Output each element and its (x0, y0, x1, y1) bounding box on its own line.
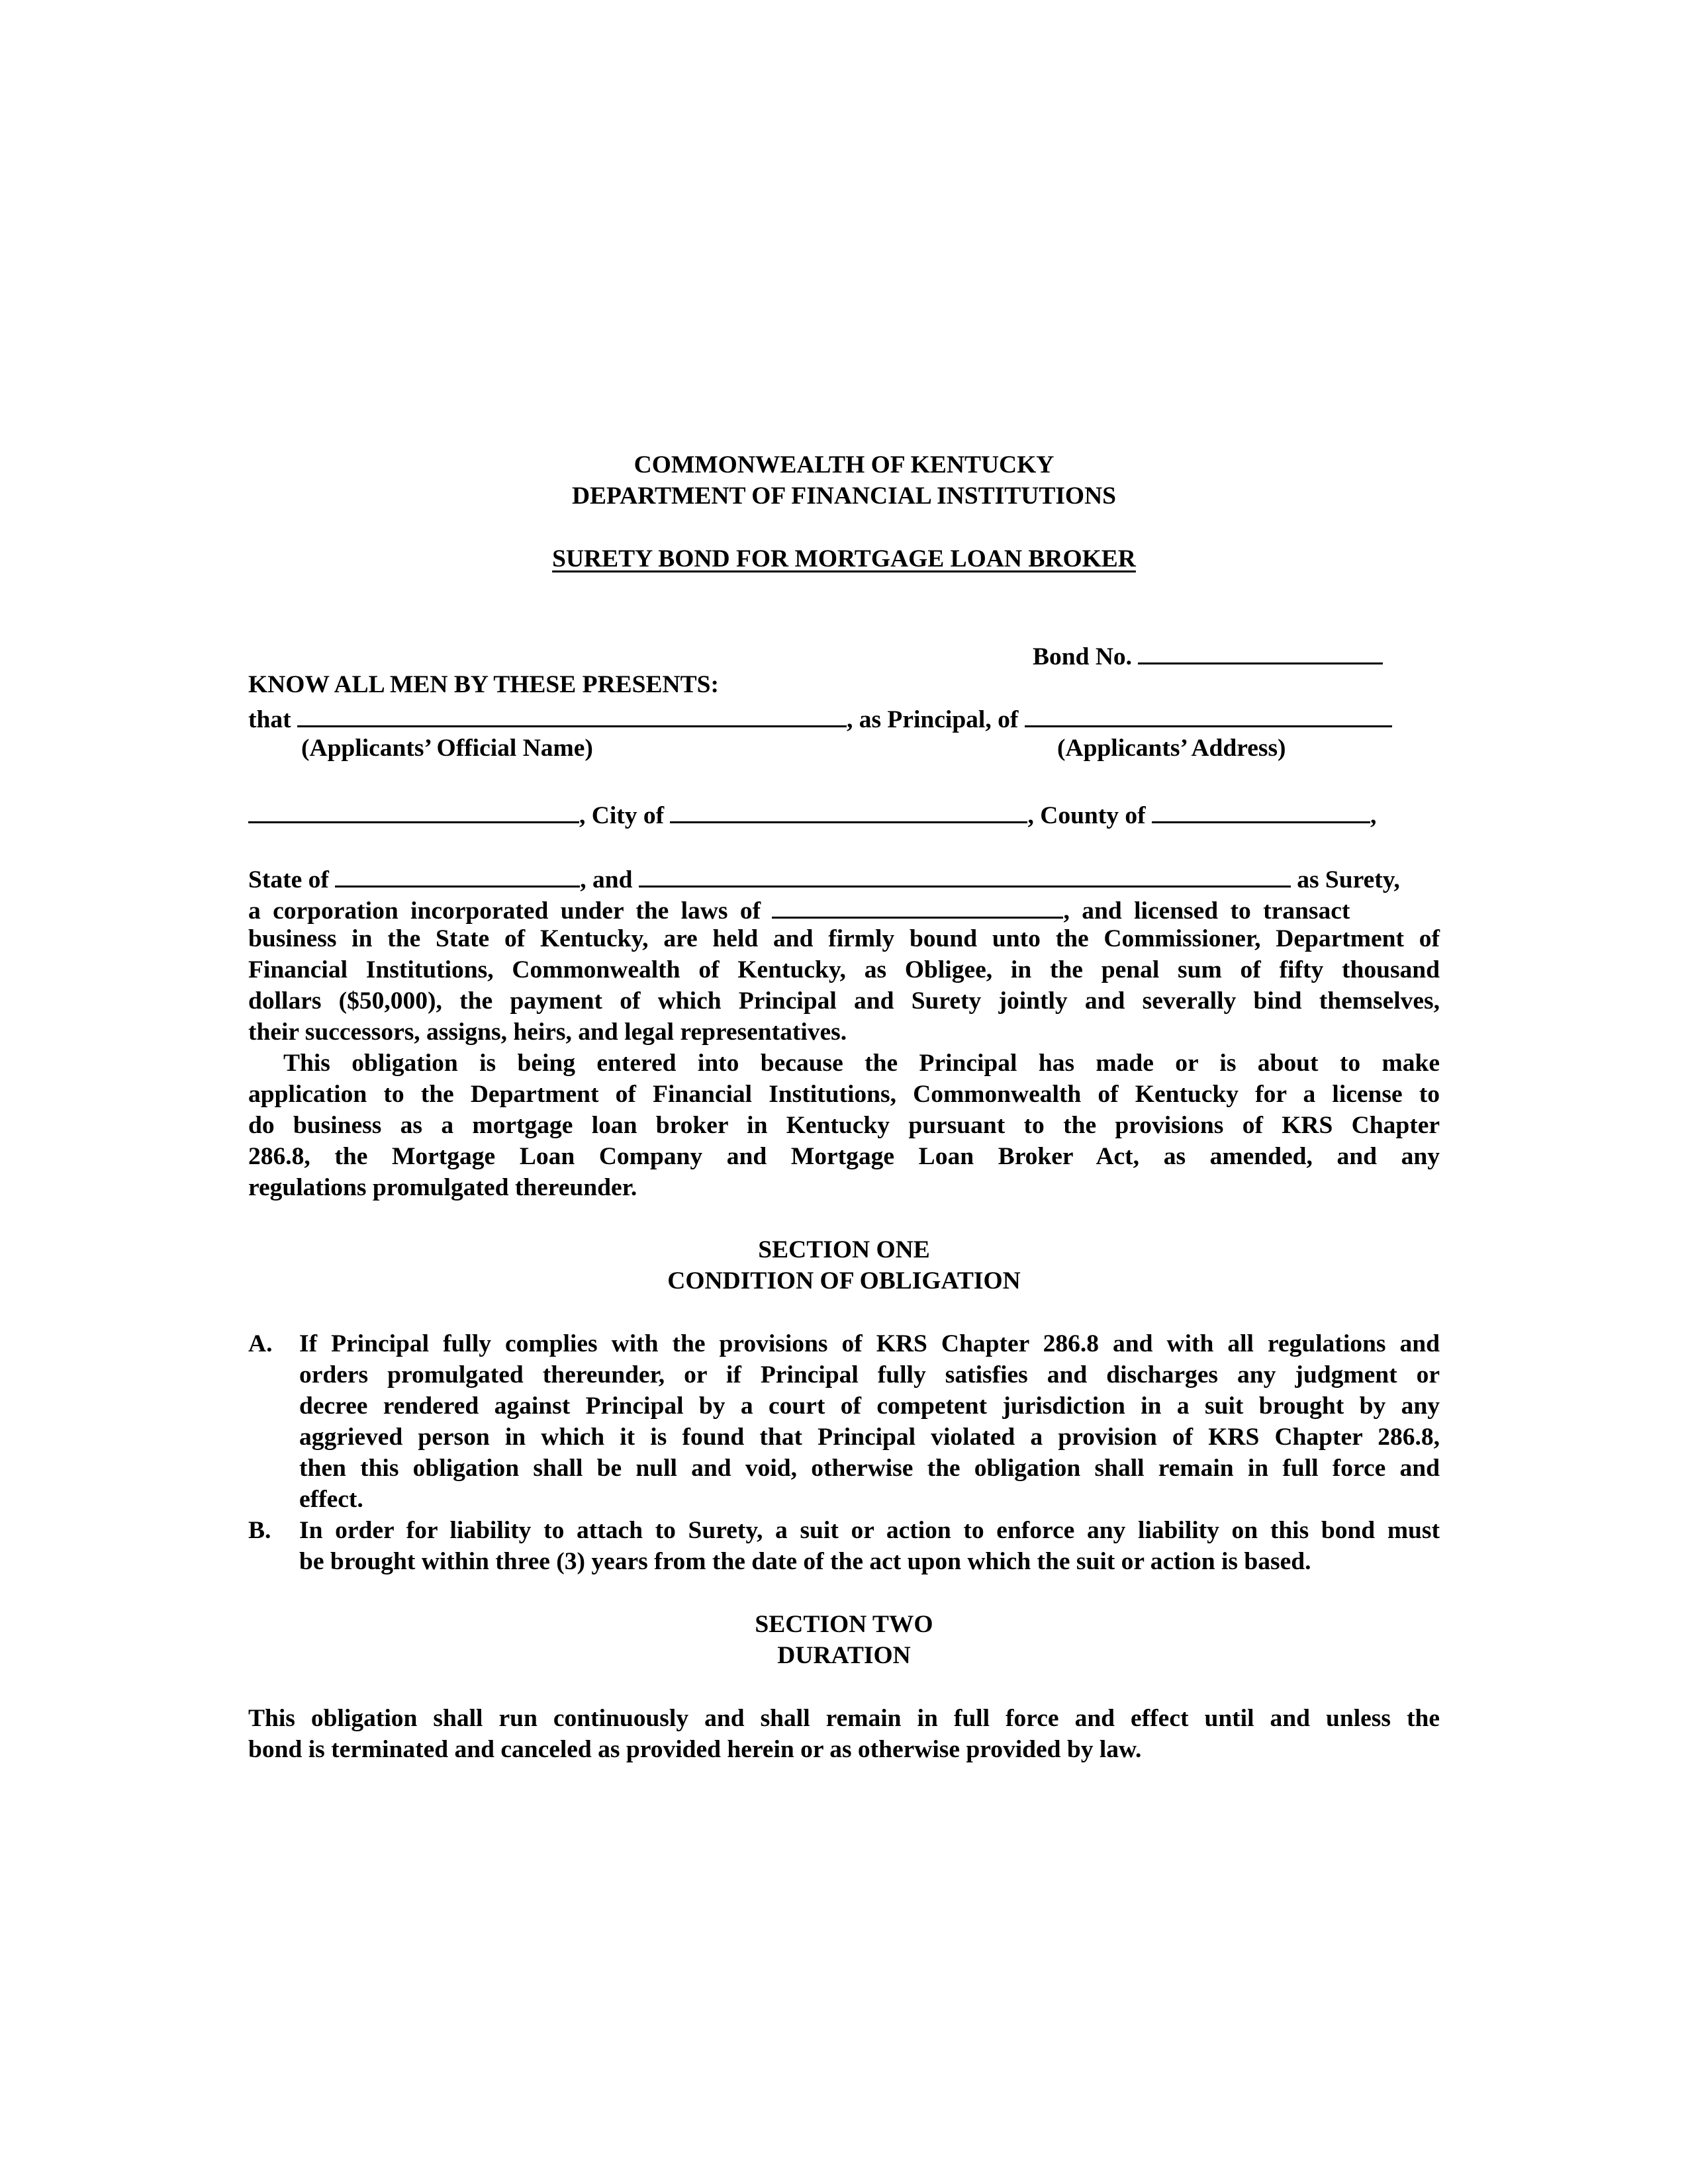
duration-line: This obligation shall run continuously and shall remain in full force and effect until and unless the (248, 1705, 1440, 1732)
as-principal-label: , as Principal, of (846, 706, 1019, 733)
paragraph-2-line: This obligation is being entered into because the Principal has made or is about to make (283, 1050, 1440, 1077)
clause-b-last-line: be brought within three (3) years from the date of the act upon which the suit or action is based. (299, 1548, 1311, 1575)
county-field[interactable] (1152, 797, 1370, 823)
page-title (0, 544, 1688, 574)
surety-name-field[interactable] (639, 862, 1291, 887)
clause-a-last-line: effect. (299, 1486, 363, 1513)
bond-number-row (1033, 639, 1403, 672)
state-of-label: State of (248, 866, 329, 893)
and-label: , and (580, 866, 633, 893)
section-two-heading: SECTION TWO (755, 1611, 933, 1638)
page-title-text: SURETY BOND FOR MORTGAGE LOAN BROKER (552, 545, 1136, 572)
section-two-subheading: DURATION (777, 1642, 911, 1669)
paragraph-1-line: business in the State of Kentucky, are held and firmly bound unto the Commissioner, Department of (248, 925, 1440, 952)
bond-no-label: Bond No. (1033, 643, 1133, 670)
city-county-row (248, 797, 1440, 831)
state-field[interactable] (335, 862, 580, 887)
applicant-name-field[interactable] (297, 702, 847, 727)
paragraph-2-line: 286.8, the Mortgage Loan Company and Mortgage Loan Broker Act, as amended, and any (248, 1143, 1440, 1170)
city-field[interactable] (670, 797, 1027, 823)
clause-a-line: aggrieved person in which it is found that Principal violated a provision of KRS Chapter 286.8, (299, 1424, 1440, 1451)
paragraph-2-line: application to the Department of Financial Institutions, Commonwealth of Kentucky for a license to (248, 1081, 1440, 1108)
applicant-address-caption: (Applicants’ Address) (1057, 735, 1286, 762)
know-all-men: KNOW ALL MEN BY THESE PRESENTS: (248, 671, 719, 698)
bond-no-field[interactable] (1138, 639, 1383, 664)
corporation-lead: a corporation incorporated under the laws of (248, 897, 761, 925)
paragraph-2-line: do business as a mortgage loan broker in Kentucky pursuant to the provisions of KRS Chapter (248, 1112, 1440, 1139)
paragraph-1-line: Financial Institutions, Commonwealth of Kentucky, as Obligee, in the penal sum of fifty thousand (248, 956, 1440, 983)
that-label: that (248, 706, 291, 733)
corporation-row (248, 893, 1440, 927)
paragraph-1-last-line: their successors, assigns, heirs, and legal representatives. (248, 1019, 847, 1046)
clause-a-line: orders promulgated thereunder, or if Principal fully satisfies and discharges any judgment or (299, 1361, 1440, 1388)
section-one-heading: SECTION ONE (758, 1236, 930, 1263)
state-surety-row (248, 862, 1433, 895)
paragraph-1-line: dollars ($50,000), the payment of which Principal and Surety jointly and severally bind themselves, (248, 987, 1440, 1015)
clause-b-label: B. (248, 1517, 271, 1544)
clause-a-line: decree rendered against Principal by a court of competent jurisdiction in a suit brought by any (299, 1392, 1440, 1420)
section-one-subheading: CONDITION OF OBLIGATION (667, 1267, 1021, 1295)
clause-a-line: If Principal fully complies with the provisions of KRS Chapter 286.8 and with all regulations and (299, 1330, 1440, 1357)
as-surety-label: as Surety, (1297, 866, 1400, 893)
applicant-address-field[interactable] (1025, 702, 1392, 727)
header-department: DEPARTMENT OF FINANCIAL INSTITUTIONS (571, 482, 1117, 510)
applicant-name-caption: (Applicants’ Official Name) (301, 735, 593, 762)
header-commonwealth: COMMONWEALTH OF KENTUCKY (633, 451, 1055, 478)
clause-b-line: In order for liability to attach to Surety, a suit or action to enforce any liability on this bond must (299, 1517, 1440, 1544)
paragraph-2-last-line: regulations promulgated thereunder. (248, 1174, 637, 1201)
duration-last-line: bond is terminated and canceled as provided herein or as otherwise provided by law. (248, 1736, 1142, 1763)
clause-a-line: then this obligation shall be null and void, otherwise the obligation shall remain in full force and (299, 1455, 1440, 1482)
clause-a-label: A. (248, 1330, 273, 1357)
address-street-field[interactable] (248, 797, 579, 823)
principal-row (248, 702, 1440, 735)
county-of-label: , County of (1027, 802, 1146, 829)
corporation-tail: , and licensed to transact (1063, 897, 1350, 925)
incorporation-state-field[interactable] (772, 893, 1063, 919)
city-of-label: , City of (579, 802, 665, 829)
county-comma: , (1370, 802, 1377, 829)
